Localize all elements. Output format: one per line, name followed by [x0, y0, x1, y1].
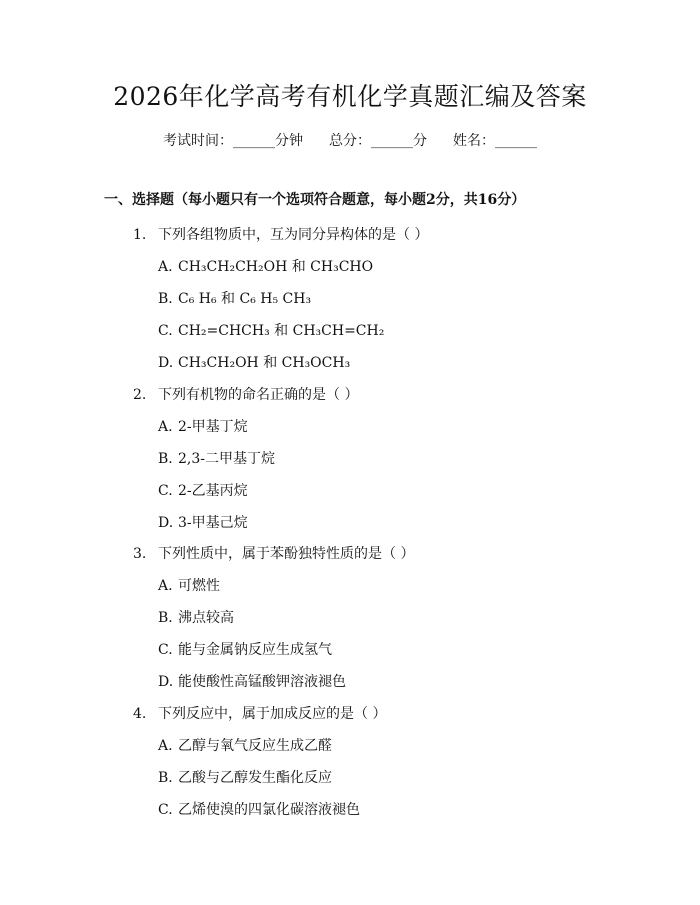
question-number: 2.	[133, 387, 147, 403]
option-text: 可燃性	[178, 578, 220, 594]
option-item	[158, 575, 220, 597]
option-item	[158, 416, 248, 438]
option-item	[158, 448, 275, 470]
question-text: 下列反应中，属于加成反应的是（ ）	[158, 706, 387, 722]
option-letter: C.	[158, 802, 173, 818]
score-label: 总分：	[329, 133, 371, 149]
name-blank: ______	[495, 133, 537, 149]
time-label: 考试时间：	[163, 133, 233, 149]
question-number: 4.	[133, 706, 147, 722]
option-letter: D.	[158, 355, 174, 371]
question-text: 下列各组物质中，互为同分异构体的是（ ）	[158, 227, 429, 243]
option-letter: A.	[158, 738, 173, 754]
option-item	[158, 256, 373, 278]
option-letter: A.	[158, 419, 173, 435]
option-text: CH₃CH₂CH₂OH 和 CH₃CHO	[178, 259, 374, 275]
section-heading: 一、选择题（每小题只有一个选项符合题意，每小题2分，共16分）	[104, 192, 526, 208]
option-text: 2-乙基丙烷	[178, 483, 248, 499]
option-item	[158, 480, 248, 502]
option-item	[158, 352, 350, 374]
option-item	[158, 799, 360, 821]
option-letter: A.	[158, 259, 173, 275]
option-letter: C.	[158, 642, 173, 658]
option-letter: C.	[158, 483, 173, 499]
option-text: C₆ H₆ 和 C₆ H₅ CH₃	[178, 291, 312, 307]
option-letter: A.	[158, 578, 173, 594]
question-text: 下列性质中，属于苯酚独特性质的是（ ）	[158, 546, 415, 562]
option-letter: B.	[158, 770, 173, 786]
question-number: 1.	[133, 227, 147, 243]
option-item	[158, 639, 332, 661]
option-text: 2-甲基丁烷	[178, 419, 248, 435]
option-text: CH₂=CHCH₃ 和 CH₃CH=CH₂	[178, 323, 385, 339]
exam-info-line	[0, 130, 700, 152]
option-text: 乙酸与乙醇发生酯化反应	[178, 770, 332, 786]
option-text: CH₃CH₂OH 和 CH₃OCH₃	[178, 355, 351, 371]
option-text: 3-甲基己烷	[178, 515, 248, 531]
time-unit: 分钟	[275, 133, 303, 149]
option-item	[158, 288, 311, 310]
option-text: 能与金属钠反应生成氢气	[178, 642, 332, 658]
option-item	[158, 767, 332, 789]
option-text: 能使酸性高锰酸钾溶液褪色	[178, 674, 346, 690]
option-text: 乙烯使溴的四氯化碳溶液褪色	[178, 802, 360, 818]
option-item	[158, 512, 248, 534]
name-label: 姓名：	[453, 133, 495, 149]
option-item	[158, 320, 384, 342]
score-blank: ______	[371, 133, 413, 149]
option-item	[158, 607, 234, 629]
option-letter: B.	[158, 610, 173, 626]
page-title: 2026年化学高考有机化学真题汇编及答案	[113, 82, 587, 111]
question-number: 3.	[133, 546, 147, 562]
time-blank: ______	[233, 133, 275, 149]
option-text: 沸点较高	[178, 610, 234, 626]
option-letter: B.	[158, 291, 173, 307]
option-item	[158, 671, 346, 693]
option-letter: D.	[158, 515, 174, 531]
option-letter: C.	[158, 323, 173, 339]
score-unit: 分	[413, 133, 427, 149]
option-item	[158, 735, 332, 757]
option-text: 乙醇与氧气反应生成乙醛	[178, 738, 332, 754]
question-text: 下列有机物的命名正确的是（ ）	[158, 387, 359, 403]
option-text: 2,3-二甲基丁烷	[178, 451, 275, 467]
option-letter: D.	[158, 674, 174, 690]
option-letter: B.	[158, 451, 173, 467]
